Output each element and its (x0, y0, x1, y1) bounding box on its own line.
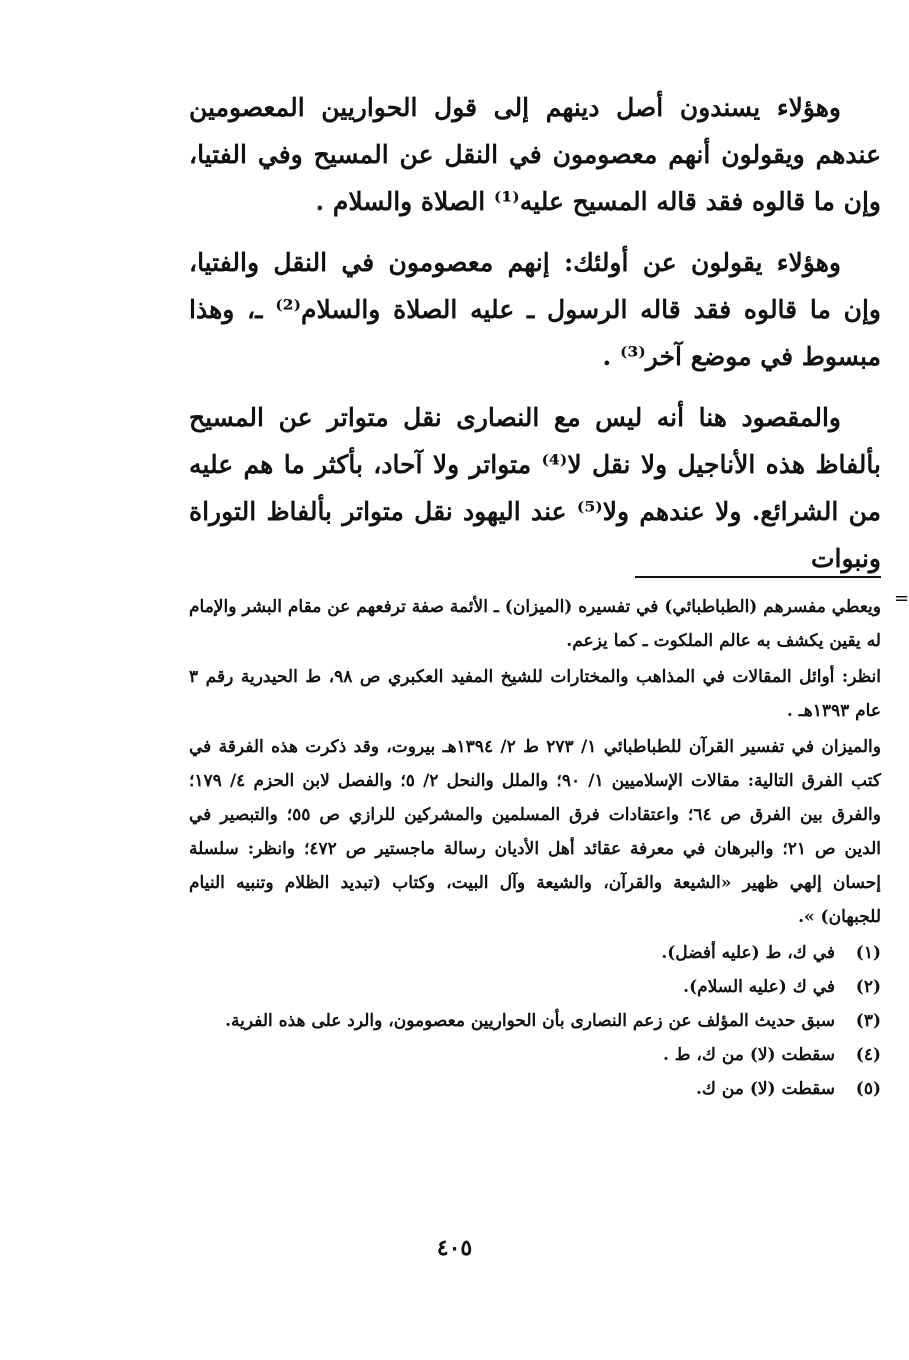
footnote-continuation-2: انظر: أوائل المقالات في المذاهب والمختارات للشيخ المفيد العكبري ص ٩٨، ط الحيدرية رقم ٣ عام ١٣٩٣هـ . (189, 667, 881, 721)
footnote-separator (635, 576, 881, 578)
footnote-5 (189, 1072, 881, 1106)
footnote-text: سقطت (لا) من ك. (696, 1079, 835, 1099)
footnote-continuation-1: ويعطي مفسرهم (الطباطبائي) في تفسيره (الميزان) ـ الأئمة صفة ترفعهم عن مقام البشر والإمام له يقين يكشف به عالم الملكوت ـ كما يزعم. (189, 597, 881, 651)
footnote-2 (189, 970, 881, 1004)
paragraph-2: وهؤلاء يقولون عن أولئك: إنهم معصومون في النقل والفتيا، وإن ما قالوه فقد قاله الرسول ـ عليه الصلاة والسلام⁽²⁾ ـ، وهذا مبسوط في موضع آخر⁽³⁾ . (189, 248, 881, 371)
footnote-text: سقطت (لا) من ك، ط . (662, 1045, 835, 1065)
main-text (189, 84, 881, 596)
footnote-text: في ك، ط (عليه أفضل). (661, 943, 835, 963)
footnote-1 (189, 936, 881, 970)
footnote-number: (٣) (855, 1011, 881, 1031)
footnote-text: في ك (عليه السلام). (683, 977, 835, 997)
paragraph-3: والمقصود هنا أنه ليس مع النصارى نقل متواتر عن المسيح بألفاظ هذه الأناجيل ولا نقل لا⁽⁴⁾ متواتر ولا آحاد، بأكثر ما هم عليه من الشرائع. ولا عندهم ولا⁽⁵⁾ عند اليهود نقل متواتر بألفاظ التوراة ونبوات (189, 403, 881, 573)
footnote-text: سبق حديث المؤلف عن زعم النصارى بأن الحواريين معصومون، والرد على هذه الفرية. (225, 1011, 835, 1031)
paragraph-1: وهؤلاء يسندون أصل دينهم إلى قول الحواريين المعصومين عندهم ويقولون أنهم معصومون في النقل عن المسيح وفي الفتيا، وإن ما قالوه فقد قاله المسيح عليه⁽¹⁾ الصلاة والسلام . (189, 93, 881, 216)
footnote-number: (١) (855, 943, 881, 963)
footnote-number: (٢) (855, 977, 881, 997)
footnote-4 (189, 1038, 881, 1072)
page-number: ٤٠٥ (436, 1235, 473, 1261)
footnote-number: (٥) (855, 1079, 881, 1099)
footnote-number: (٤) (855, 1045, 881, 1065)
footnote-3 (189, 1004, 881, 1038)
continuation-marker: = (894, 588, 909, 609)
footnote-continuation-3: والميزان في تفسير القرآن للطباطبائي ١/ ٢٧٣ ط ٢/ ١٣٩٤هـ بيروت، وقد ذكرت هذه الفرقة في كتب الفرق التالية: مقالات الإسلاميين ١/ ٩٠؛ والملل والنحل ٢/ ٥؛ والفصل لابن الحزم ٤/ ١٧٩؛ والفرق بين الفرق ص ٦٤؛ واعتقادات فرق المسلمين والمشركين للرازي ص ٥٥؛ والتبصير في الدين ص ٢١؛ والبرهان في معرفة عقائد أهل الأديان رسالة ماجستير ص ٤٧٢؛ وانظر: سلسلة إحسان إلهي ظهير «الشيعة والقرآن، والشيعة وآل البيت، وكتاب (تبديد الظلام وتنبيه النيام للجبهان) ». (189, 737, 882, 927)
footnotes (189, 590, 881, 1106)
